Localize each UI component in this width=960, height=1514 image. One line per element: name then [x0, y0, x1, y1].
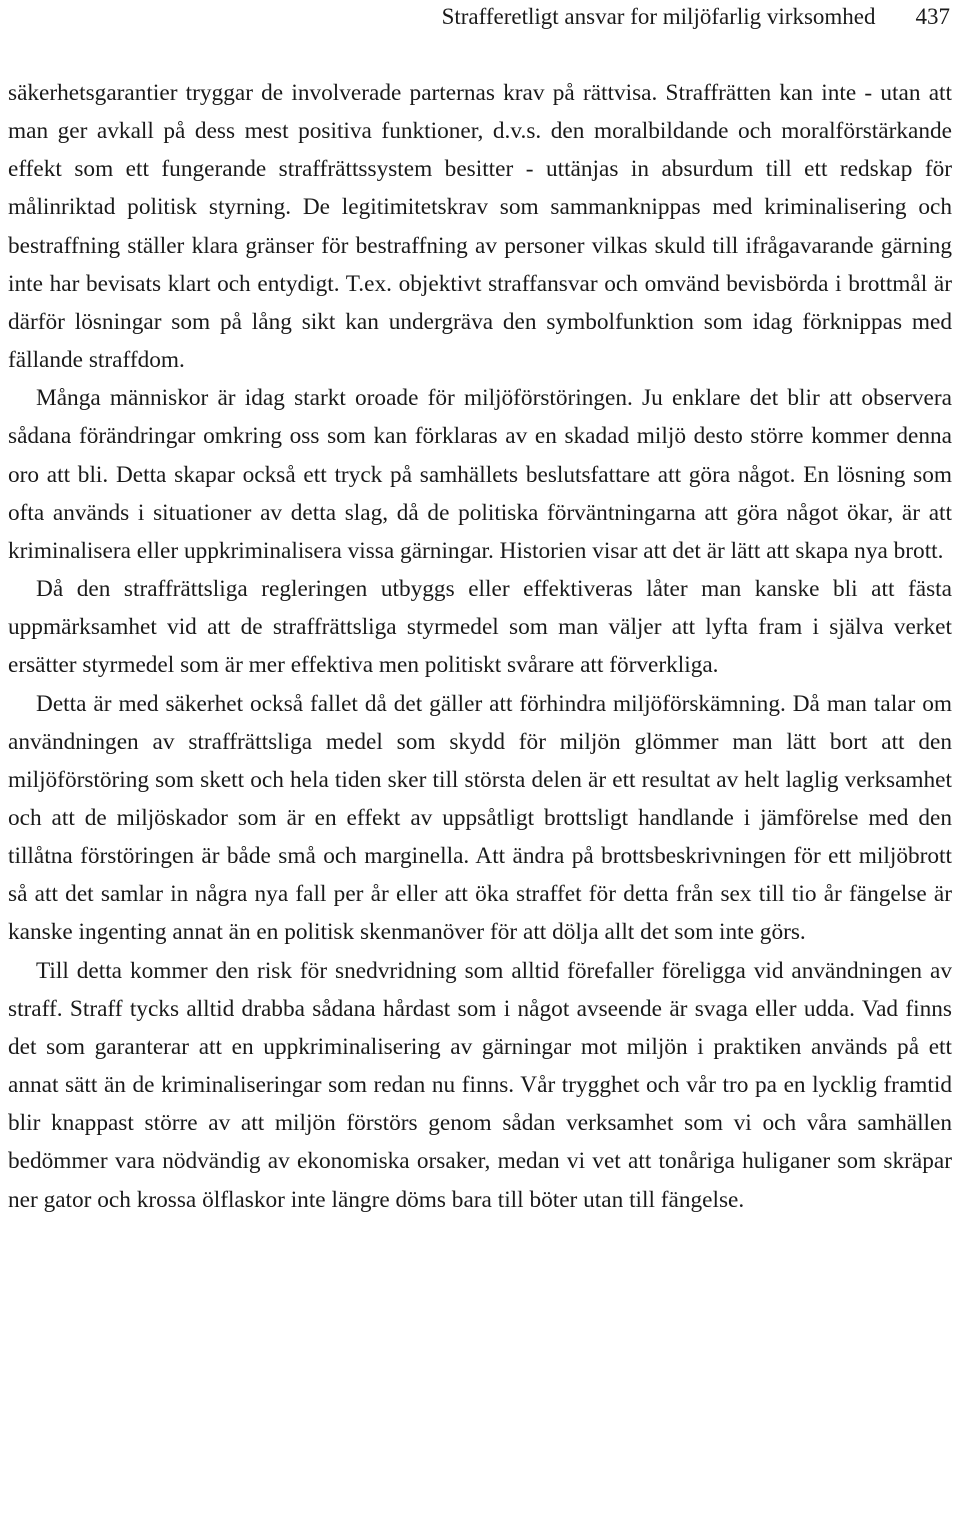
- running-title: Strafferetligt ansvar for miljöfarlig virksomhed: [441, 4, 876, 29]
- document-page: [8, 0, 952, 1219]
- paragraph: Många människor är idag starkt oroade för miljöförstöringen. Ju enklare det blir att observera sådana förändringar omkring oss som kan förklaras av en skadad miljö desto större kommer denna oro att bli. Detta skapar också ett tryck på samhällets beslutsfattare att göra något. En lösning som ofta används i situationer av detta slag, då de politiska förväntningarna att göra något ökar, är att kriminalisera eller uppkriminalisera vissa gärningar. Historien visar att det är lätt att skapa nya brott.: [8, 385, 952, 564]
- paragraph: Då den straffrättsliga regleringen utbyggs eller effektiveras låter man kanske bli att fästa uppmärksamhet vid att de straffrättsliga styrmedel som man väljer att lyfta fram i själva verket ersätter styrmedel som är mer effektiva men politiskt svårare att förverkliga.: [8, 576, 952, 679]
- paragraph: säkerhetsgarantier tryggar de involverade parternas krav på rättvisa. Straffrätten kan inte - utan att man ger avkall på dess mest positiva funktioner, d.v.s. den moralbildande och moralförstärkande effekt som ett fungerande straffrättssystem besitter - uttänjas in absurdum till ett redskap för målinriktad politisk styrning. De legitimitetskrav som sammanknippas med kriminalisering och bestraffning ställer klara gränser för bestraffning av personer vilkas skuld till ifrågavarande gärning inte har bevisats klart och entydigt. T.ex. objektivt straffansvar och omvänd bevisbörda i brottmål är därför lösningar som på lång sikt kan undergräva den symbolfunktion som idag förknippas med fällande straffdom.: [8, 80, 952, 374]
- body-text: [8, 74, 952, 1219]
- running-header: [8, 3, 952, 37]
- paragraph: Till detta kommer den risk för snedvridning som alltid förefaller föreligga vid användningen av straff. Straff tycks alltid drabba sådana hårdast som i något avseende är svaga eller udda. Vad finns det som garanterar att en uppkriminalisering av gärningar mot miljön i praktiken används på ett annat sätt än de kriminaliseringar som redan nu finns. Vår trygghet och vår tro pa en lycklig framtid blir knappast större av att miljön förstörs genom sådan verksamhet som vi och våra samhällen bedömmer vara nödvändig av ekonomiska orsaker, medan vi vet att tonåriga huliganer som skräpar ner gator och krossa ölflaskor inte längre döms bara till böter utan till fängelse.: [8, 957, 952, 1213]
- paragraph: Detta är med säkerhet också fallet då det gäller att förhindra miljöförskämning. Då man talar om användningen av straffrättsliga medel som skydd för miljön glömmer man lätt bort att den miljöförstöring som skett och hela tiden sker till största delen är ett resultat av helt laglig verksamhet och att de miljöskador som är en effekt av uppsåtligt brottsligt handlande i jämförelse med den tillåtna förstöringen är både små och marginella. Att ändra på brottsbeskrivningen för ett miljöbrott så att det samlar in några nya fall per år eller att öka straffet för detta från sex till tio år fängelse är kanske ingenting annat än en politisk skenmanöver för att dölja allt det som inte görs.: [8, 690, 952, 946]
- page-number: 437: [915, 4, 950, 29]
